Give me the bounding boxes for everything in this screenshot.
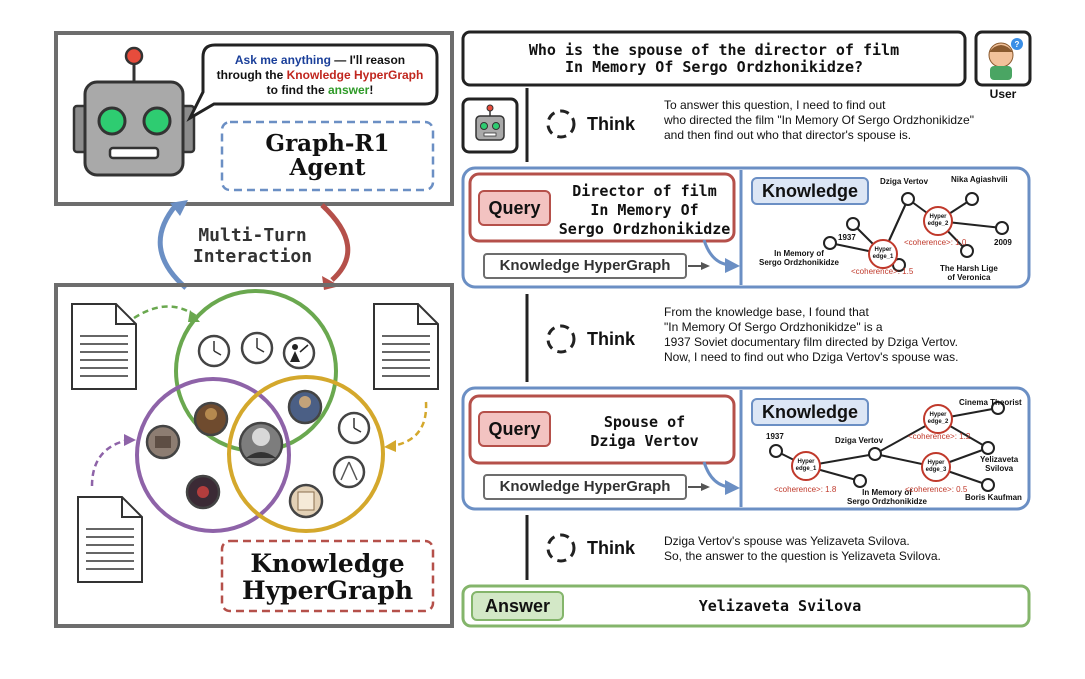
query-tag: Query bbox=[478, 190, 551, 226]
hyperedge-label: Hyper edge_2 bbox=[927, 412, 949, 425]
question-text: Who is the spouse of the director of film In Memory Of Sergo Ordzhonikidze? bbox=[528, 41, 900, 76]
node-label: In Memory of Sergo Ordzhonikidze bbox=[759, 249, 840, 267]
bubble-answer: answer bbox=[327, 83, 370, 97]
hyperedge-label: Hyper edge_1 bbox=[795, 459, 817, 472]
svg-text:?: ? bbox=[1014, 40, 1020, 49]
bubble-highlight: Ask me anything bbox=[234, 53, 331, 67]
hyperedge-label: Hyper edge_3 bbox=[925, 460, 947, 473]
hyperedge-label: Hyper edge_2 bbox=[927, 214, 949, 227]
speech-bubble-text: Ask me anything — I'll reason through the Knowledge HyperGraph to find the answer! bbox=[216, 53, 424, 97]
think-label: Think bbox=[587, 538, 635, 558]
agent-title: Graph-R1 Agent bbox=[265, 130, 390, 181]
answer-value: Yelizaveta Svilova bbox=[698, 597, 862, 615]
think-label: Think bbox=[587, 114, 635, 134]
node-label: Nika Agiashvili bbox=[951, 175, 1008, 184]
node-label: Dziga Vertov bbox=[880, 177, 929, 186]
multi-turn-label: Multi-Turn Interaction bbox=[192, 225, 313, 267]
node-label: Yelizaveta Svilova bbox=[980, 455, 1019, 473]
coherence-label: <coherence>: 1.0 bbox=[904, 238, 967, 247]
coherence-label: <coherence>: 1.8 bbox=[774, 485, 837, 494]
query-text: Director of film In Memory Of Sergo Ordzhonikidze bbox=[558, 182, 731, 238]
knowledge-hypergraph-button[interactable]: Knowledge HyperGraph bbox=[483, 253, 687, 279]
hypergraph-title: Knowledge HyperGraph bbox=[241, 549, 414, 605]
node-label: Boris Kaufman bbox=[965, 493, 1022, 502]
knowledge-tag: Knowledge bbox=[751, 398, 869, 426]
answer-tag: Answer bbox=[471, 591, 564, 621]
think-text: From the knowledge base, I found that "In Memory Of Sergo Ordzhonikidze" is a 1937 Soviet documentary film directed by Dziga Vertov. Now, I need to find out who Dziga Vertov's spouse was. bbox=[664, 305, 959, 364]
think-text: To answer this question, I need to find out who directed the film "In Memory Of Sergo Ordzhonikidze" and then find out who that director's spouse is. bbox=[664, 98, 974, 142]
node-label: Cinema Theorist bbox=[959, 398, 1022, 407]
think-text: Dziga Vertov's spouse was Yelizaveta Svilova. So, the answer to the question is Yelizaveta Svilova. bbox=[664, 534, 941, 563]
node-label: In Memory of Sergo Ordzhonikidze bbox=[847, 488, 928, 506]
coherence-label: <coherence>: 1.5 bbox=[851, 267, 914, 276]
query-text: Spouse of Dziga Vertov bbox=[590, 413, 699, 450]
node-label: 2009 bbox=[994, 238, 1012, 247]
user-label: User bbox=[989, 87, 1017, 101]
knowledge-tag: Knowledge bbox=[751, 177, 869, 205]
node-label: Dziga Vertov bbox=[835, 436, 884, 445]
hyperedge-label: Hyper edge_1 bbox=[872, 247, 894, 260]
coherence-label: <coherence>: 1.2 bbox=[908, 432, 971, 441]
knowledge-hypergraph-button[interactable]: Knowledge HyperGraph bbox=[483, 474, 687, 500]
node-label: 1937 bbox=[766, 432, 784, 441]
node-label: The Harsh Lige of Veronica bbox=[940, 264, 998, 282]
query-tag: Query bbox=[478, 411, 551, 447]
bubble-kh: Knowledge HyperGraph bbox=[286, 68, 424, 82]
coherence-label: <coherence>: 0.5 bbox=[905, 485, 968, 494]
think-label: Think bbox=[587, 329, 635, 349]
node-label: 1937 bbox=[838, 233, 856, 242]
